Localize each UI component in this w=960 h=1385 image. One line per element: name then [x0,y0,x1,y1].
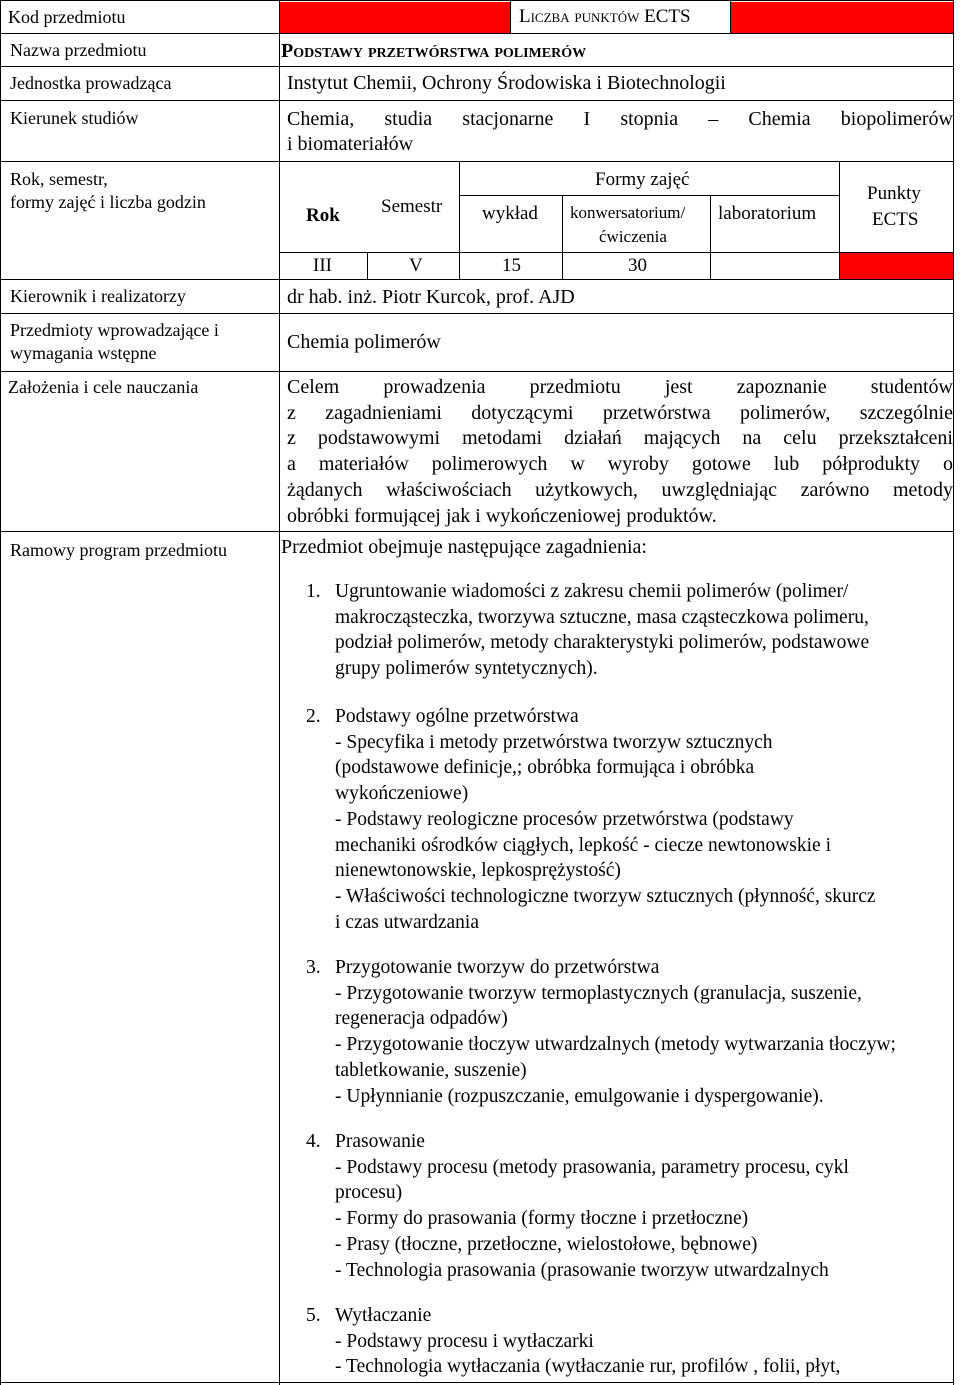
przedmioty-value: Chemia polimerów [287,331,441,353]
program-line: i czas utwardzania [335,911,480,933]
value-wyklad: 15 [502,255,521,276]
program-line: - Upłynnianie (rozpuszczanie, emulgowanie i dyspergowanie). [335,1085,824,1107]
col-wyklad: wykład [482,203,538,224]
program-line: - Formy do prasowania (formy tłoczne i przetłoczne) [335,1208,749,1230]
program-line: podział polimerów, metody charakterystyki polimerów, podstawowe [335,632,870,654]
label-kod-przedmiotu: Kod przedmiotu [8,7,126,27]
label-kierunek: Kierunek studiów [10,108,139,128]
zalozenia-line: z zagadnieniami dotyczącymi przetwórstwa polimerów, szczególnie [287,401,953,424]
formy-zajec: Formy zajęć [595,169,690,190]
col-semestr: Semestr [381,196,443,217]
kierunek-line-1: Chemia, studia stacjonarne I stopnia – Chemia biopolimerów [287,108,953,130]
label-ramowy-program: Ramowy program przedmiotu [10,540,227,560]
label-rok-semestr-2: formy zajęć i liczba godzin [10,192,206,212]
program-line: - Technologia prasowania (prasowanie tworzyw utwardzalnych [335,1259,829,1281]
program-item-4 [335,1129,849,1283]
program-line: - Właściwości technologiczne tworzyw sztucznych (płynność, skurcz [335,885,876,907]
value-rok: III [313,255,332,276]
col-konwersatorium-1: konwersatorium/ [570,203,686,222]
program-item-3 [335,955,896,1109]
program-line: Ugruntowanie wiadomości z zakresu chemii polimerów (polimer/ [335,581,849,602]
course-name: Podstawy przetwórstwa polimerów [281,40,587,62]
program-line: nienewtonowskie, lepkosprężystość) [335,860,621,882]
value-semestr: V [409,255,423,276]
program-line: Wytłaczanie [335,1305,432,1326]
program-line: mechaniki ośrodków ciągłych, lepkość - ciecze newtonowskie i [335,834,832,856]
program-line: (podstawowe definicje,; obróbka formująca i obróbka [335,757,755,779]
unit-name: Instytut Chemii, Ochrony Środowiska i Biotechnologii [287,72,726,94]
kierownik-value: dr hab. inż. Piotr Kurcok, prof. AJD [287,286,575,308]
label-jednostka: Jednostka prowadząca [10,73,172,93]
program-line: - Prasy (tłoczne, przetłoczne, wielostołowe, bębnowe) [335,1233,758,1255]
zalozenia-line: obróbki formującej jak i wykończeniowej produktów. [287,504,717,527]
program-item-number: 5. [306,1305,321,1326]
label-przedmioty-1: Przedmioty wprowadzające i [10,320,219,340]
kod-value-highlight [280,2,510,33]
program-line: - Specyfika i metody przetwórstwa tworzyw sztucznych [335,731,773,753]
program-line: Podstawy ogólne przetwórstwa [335,706,579,727]
zalozenia-line: Celem prowadzenia przedmiotu jest zapoznanie studentów [287,376,953,398]
value-konwersatorium: 30 [628,255,647,276]
program-item-number: 4. [306,1131,321,1152]
col-punkty-1: Punkty [867,183,921,204]
program-line: makrocząsteczka, tworzywa sztuczne, masa cząsteczkowa polimeru, [335,606,869,628]
kierunek-line-2: i biomateriałów [287,133,414,155]
program-line: tabletkowanie, suszenie) [335,1059,527,1081]
program-item-5 [335,1303,840,1380]
col-rok: Rok [306,205,340,226]
program-intro: Przedmiot obejmuje następujące zagadnienia: [281,536,647,558]
label-kierownik: Kierownik i realizatorzy [10,286,186,306]
program-line: wykończeniowe) [335,783,469,805]
program-line: - Podstawy reologiczne procesów przetwórstwa (podstawy [335,808,794,830]
label-nazwa-przedmiotu: Nazwa przedmiotu [10,40,147,60]
program-line: regeneracja odpadów) [335,1008,508,1030]
col-punkty-2: ECTS [872,209,919,230]
program-line: - Przygotowanie tworzyw termoplastycznych (granulacja, suszenie, [335,982,862,1004]
program-line: - Podstawy procesu (metody prasowania, parametry procesu, cykl [335,1156,849,1178]
col-laboratorium: laboratorium [718,203,817,224]
ects-label: Liczba punktów ECTS [519,6,691,27]
ects-value-highlight [730,2,953,33]
program-item-number: 1. [306,581,321,602]
program-line: - Technologia wytłaczania (wytłaczanie rur, profilów , folii, płyt, [335,1356,841,1378]
program-line: grupy polimerów syntetycznych). [335,658,598,680]
program-item-number: 2. [306,706,321,727]
zalozenia-line: a materiałów polimerowych w wyroby gotowe lub półprodukty o [287,453,953,476]
program-line: Przygotowanie tworzyw do przetwórstwa [335,957,660,978]
label-rok-semestr-1: Rok, semestr, [10,169,108,189]
program-line: - Podstawy procesu i wytłaczarki [335,1330,594,1352]
zalozenia-line: z podstawowymi metodami działań mających na celu przekształceni [287,427,953,450]
col-konwersatorium-2: ćwiczenia [599,227,667,246]
label-zalozenia: Założenia i cele nauczania [8,377,199,397]
program-item-2 [335,704,876,935]
program-item-number: 3. [306,957,321,978]
program-item-1 [335,579,869,682]
program-line: procesu) [335,1182,403,1204]
label-przedmioty-2: wymagania wstępne [10,343,157,363]
program-line: Prasowanie [335,1131,425,1152]
punkty-ects-highlight [839,253,953,279]
zalozenia-text [287,375,953,529]
program-line: - Przygotowanie tłoczyw utwardzalnych (metody wytwarzania tłoczyw; [335,1034,896,1056]
zalozenia-line: żądanych właściwościach użytkowych, uwzględniając zarówno metody [287,478,953,501]
